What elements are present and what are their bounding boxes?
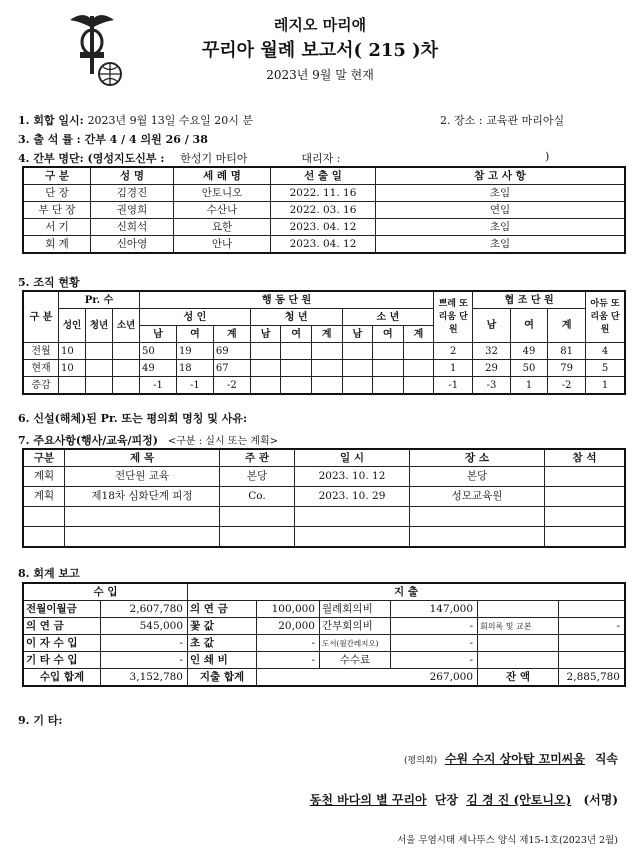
- attendance: [18, 131, 208, 147]
- sign-mark: (서명): [583, 793, 618, 807]
- officer-note: 초임: [376, 219, 626, 236]
- council-name: 수원 수지 상아탑 꼬미씨움: [444, 752, 585, 766]
- section-org-title: 5. 조직 현황: [18, 276, 80, 289]
- event-place: [410, 507, 545, 527]
- org-h-aux-m: 남: [473, 309, 511, 343]
- as-of-date: 2023년 9월 말 현재: [266, 68, 374, 82]
- income-label: 기 타 수 입: [23, 652, 101, 669]
- events-header-cell: 제 목: [65, 449, 220, 467]
- meeting-place-value: 교육관 마리아실: [486, 114, 565, 127]
- expense-value: 100,000: [257, 601, 320, 618]
- table-row: [23, 343, 625, 360]
- officer-name: 신희석: [91, 219, 174, 236]
- org-cell: 1: [434, 360, 473, 377]
- expense-label: 의 연 금: [188, 601, 257, 618]
- events-header-cell: 참 석: [545, 449, 626, 467]
- org-cell: [86, 360, 113, 377]
- org-cell: -1: [140, 377, 177, 395]
- org-cell: [281, 360, 312, 377]
- event-type: 계획: [23, 467, 65, 487]
- org-table: [22, 290, 626, 395]
- org-name: 레지오 마리애: [273, 16, 367, 34]
- event-host: [220, 527, 295, 547]
- signature-line: [310, 791, 618, 808]
- org-cell: [342, 377, 373, 395]
- expense-value: [559, 635, 626, 652]
- section-events-title: 7. 주요사항(행사/교육/피정): [18, 434, 159, 447]
- org-cell: 18: [176, 360, 213, 377]
- income-label: 의 연 금: [23, 618, 101, 635]
- org-cell: 67: [213, 360, 250, 377]
- total-expense-value: 267,000: [257, 669, 478, 687]
- officer-baptismal: 요한: [174, 219, 271, 236]
- event-host: [220, 507, 295, 527]
- section-events-note: <구분 : 실시 또는 계획>: [167, 436, 278, 447]
- org-cell: 81: [548, 343, 586, 360]
- balance-value: 2,885,780: [559, 669, 626, 687]
- form-note: 서울 무염시태 세나뚜스 양식 제15-1호(2023년 2월): [397, 835, 618, 846]
- table-row: [23, 652, 625, 669]
- event-type: [23, 527, 65, 547]
- income-header: 수 입: [23, 583, 188, 601]
- org-h-t: 계: [213, 326, 250, 343]
- balance-label: 잔 액: [478, 669, 559, 687]
- org-cell: [86, 377, 113, 395]
- event-title: [65, 527, 220, 547]
- event-date: 2023. 10. 12: [295, 467, 410, 487]
- income-value: -: [101, 652, 188, 669]
- org-h-active-boys: 소 년: [342, 309, 434, 326]
- expense-label: 간부회의비: [320, 618, 391, 635]
- org-cell: [86, 343, 113, 360]
- expense-value: [559, 601, 626, 618]
- officer-note: 연임: [376, 202, 626, 219]
- expense-label: 도서(월간레지오): [320, 635, 391, 652]
- expense-value: 20,000: [257, 618, 320, 635]
- income-label: 이 자 수 입: [23, 635, 101, 652]
- expense-header: 지 출: [188, 583, 626, 601]
- org-cell: [250, 377, 281, 395]
- event-title: 제18차 심화단계 피정: [65, 487, 220, 507]
- meeting-place-label: 2. 장소 :: [440, 114, 483, 127]
- org-h-pr: Pr. 수: [59, 291, 140, 309]
- attendance-value: 간부 4 / 4 의원 26 / 38: [84, 133, 208, 146]
- spiritual-director: 한성기 마티아: [180, 152, 248, 165]
- officer-elected: 2023. 04. 12: [271, 236, 376, 254]
- officers-label: 4. 간부 명단: (영성지도신부 :: [18, 152, 165, 165]
- org-h-aux-t: 계: [548, 309, 586, 343]
- org-cell: [403, 343, 434, 360]
- table-row: [23, 669, 625, 687]
- council-prefix: (평의회): [404, 756, 438, 766]
- officers-header-cell: 성 명: [91, 167, 174, 185]
- org-cell: 19: [176, 343, 213, 360]
- expense-label: 수수료: [320, 652, 391, 669]
- org-h-f: 여: [373, 326, 404, 343]
- org-cell: [403, 377, 434, 395]
- officer-note: 초임: [376, 236, 626, 254]
- org-cell: [373, 360, 404, 377]
- expense-value: 147,000: [391, 601, 478, 618]
- table-row: [23, 377, 625, 395]
- org-cell: 1: [510, 377, 548, 395]
- event-date: 2023. 10. 29: [295, 487, 410, 507]
- event-attend: [545, 527, 626, 547]
- org-h-aux: 협 조 단 원: [473, 291, 586, 309]
- expense-value: [559, 652, 626, 669]
- officer-note: 초임: [376, 185, 626, 202]
- expense-label: [478, 652, 559, 669]
- event-attend: [545, 507, 626, 527]
- council-suffix: 직속: [594, 752, 618, 766]
- event-place: 본당: [410, 467, 545, 487]
- table-row: [23, 360, 625, 377]
- expense-label: 회의록 및 교본: [478, 618, 559, 635]
- org-h-f: 여: [281, 326, 312, 343]
- officers-header-cell: 세 례 명: [174, 167, 271, 185]
- deputy-close: ): [545, 150, 550, 163]
- officer-role: 회 계: [23, 236, 91, 254]
- org-cell: [281, 377, 312, 395]
- org-cell: 1: [586, 377, 626, 395]
- attendance-label: 3. 출 석 률 :: [18, 133, 81, 146]
- events-table: [22, 448, 626, 548]
- officers-line: [18, 150, 340, 166]
- org-cell: -1: [434, 377, 473, 395]
- income-label: 전월이월금: [23, 601, 101, 618]
- deputy-label: 대리자 :: [301, 152, 341, 165]
- org-cell: 79: [548, 360, 586, 377]
- events-header-cell: 장 소: [410, 449, 545, 467]
- table-row: [23, 507, 625, 527]
- table-row: [23, 185, 625, 202]
- org-h-active: 행 동 단 원: [140, 291, 434, 309]
- event-title: 전단원 교육: [65, 467, 220, 487]
- org-cell: [342, 343, 373, 360]
- org-cell: 29: [473, 360, 511, 377]
- sign-name: 김 경 진 (안토니오): [466, 793, 572, 807]
- table-row: [23, 527, 625, 547]
- org-h-m: 남: [140, 326, 177, 343]
- event-attend: [545, 467, 626, 487]
- expense-value: -: [391, 652, 478, 669]
- expense-value: -: [559, 618, 626, 635]
- officers-header-cell: 선 출 일: [271, 167, 376, 185]
- org-h-aux-f: 여: [510, 309, 548, 343]
- org-cell: [342, 360, 373, 377]
- total-income-value: 3,152,780: [101, 669, 188, 687]
- org-cell: [311, 343, 342, 360]
- expense-value: -: [257, 635, 320, 652]
- org-cell: 10: [59, 360, 86, 377]
- org-cell: -1: [176, 377, 213, 395]
- org-cell: 2: [434, 343, 473, 360]
- events-header-cell: 주 관: [220, 449, 295, 467]
- officers-table: [22, 166, 626, 254]
- curia-name: 동천 바다의 별 꾸리아: [309, 793, 427, 807]
- officer-elected: 2022. 11. 16: [271, 185, 376, 202]
- event-type: [23, 507, 65, 527]
- officer-name: 김경진: [91, 185, 174, 202]
- event-date: [295, 507, 410, 527]
- org-h-m: 남: [250, 326, 281, 343]
- org-cell: 50: [140, 343, 177, 360]
- officers-header-cell: 참 고 사 항: [376, 167, 626, 185]
- section-new-pr: 6. 신설(해체)된 Pr. 또는 평의회 명칭 및 사유:: [18, 412, 248, 425]
- total-expense-label: 지출 합계: [188, 669, 257, 687]
- event-date: [295, 527, 410, 547]
- org-cell: 50: [510, 360, 548, 377]
- income-value: -: [101, 635, 188, 652]
- expense-label: 꽃 값: [188, 618, 257, 635]
- org-cell: [250, 343, 281, 360]
- org-cell: [311, 360, 342, 377]
- org-row-label: 현재: [23, 360, 59, 377]
- org-cell: [250, 360, 281, 377]
- expense-label: 인 쇄 비: [188, 652, 257, 669]
- org-cell: [113, 360, 140, 377]
- org-cell: 49: [140, 360, 177, 377]
- officer-name: 신아영: [91, 236, 174, 254]
- org-cell: -2: [548, 377, 586, 395]
- table-row: [23, 601, 625, 618]
- org-cell: 4: [586, 343, 626, 360]
- event-type: 계획: [23, 487, 65, 507]
- org-h-t: 계: [311, 326, 342, 343]
- org-cell: 10: [59, 343, 86, 360]
- report-title: 꾸리아 월례 보고서( 215 )차: [201, 40, 439, 61]
- table-row: [23, 487, 625, 507]
- org-cell: -2: [213, 377, 250, 395]
- expense-value: -: [257, 652, 320, 669]
- sign-role: 단장: [434, 793, 459, 807]
- table-row: [23, 202, 625, 219]
- org-cell: [373, 377, 404, 395]
- org-cell: [373, 343, 404, 360]
- event-host: 본당: [220, 467, 295, 487]
- org-cell: [403, 360, 434, 377]
- org-h-t: 계: [403, 326, 434, 343]
- org-h-pr-adult: 성인: [59, 309, 86, 343]
- org-cell: [113, 343, 140, 360]
- expense-value: -: [391, 635, 478, 652]
- officers-header-cell: 구 분: [23, 167, 91, 185]
- table-row: [23, 618, 625, 635]
- event-attend: [545, 487, 626, 507]
- org-row-label: 증감: [23, 377, 59, 395]
- table-row: [23, 219, 625, 236]
- org-cell: [113, 377, 140, 395]
- officer-name: 권영희: [91, 202, 174, 219]
- org-h-active-adult: 성 인: [140, 309, 251, 326]
- expense-label: 월례회의비: [320, 601, 391, 618]
- org-h-pr-youth: 청년: [86, 309, 113, 343]
- council-line: [404, 750, 618, 767]
- org-h-adju: 아듀 또리움 단원: [586, 291, 626, 343]
- officer-baptismal: 수산나: [174, 202, 271, 219]
- org-row-label: 전월: [23, 343, 59, 360]
- accounts-table: [22, 582, 626, 687]
- table-row: [23, 635, 625, 652]
- org-cell: 69: [213, 343, 250, 360]
- meeting-datetime-value: 2023년 9월 13일 수요일 20시 분: [87, 114, 254, 127]
- meeting-datetime: [18, 112, 253, 128]
- org-cell: [281, 343, 312, 360]
- officer-baptismal: 안토니오: [174, 185, 271, 202]
- event-title: [65, 507, 220, 527]
- section-accounts: 8. 회계 보고: [18, 567, 80, 580]
- expense-label: [478, 601, 559, 618]
- org-cell: [59, 377, 86, 395]
- officer-role: 서 기: [23, 219, 91, 236]
- org-h-pr-boys: 소년: [113, 309, 140, 343]
- table-row: [23, 467, 625, 487]
- expense-label: 초 값: [188, 635, 257, 652]
- org-cell: 49: [510, 343, 548, 360]
- org-h-ppre: 쁘레 또리움 단원: [434, 291, 473, 343]
- events-header-cell: 일 시: [295, 449, 410, 467]
- meeting-datetime-label: 1. 회합 일시:: [18, 114, 84, 127]
- income-value: 545,000: [101, 618, 188, 635]
- org-h-category: 구 분: [23, 291, 59, 343]
- org-cell: -3: [473, 377, 511, 395]
- event-place: [410, 527, 545, 547]
- officer-elected: 2023. 04. 12: [271, 219, 376, 236]
- section-other: 9. 기 타:: [18, 714, 63, 727]
- org-h-f: 여: [176, 326, 213, 343]
- org-h-m: 남: [342, 326, 373, 343]
- officer-role: 부 단 장: [23, 202, 91, 219]
- officer-elected: 2022. 03. 16: [271, 202, 376, 219]
- income-value: 2,607,780: [101, 601, 188, 618]
- org-cell: 5: [586, 360, 626, 377]
- total-income-label: 수입 합계: [23, 669, 101, 687]
- section-events: [18, 432, 278, 448]
- officer-role: 단 장: [23, 185, 91, 202]
- events-header-cell: 구분: [23, 449, 65, 467]
- org-cell: [311, 377, 342, 395]
- event-host: Co.: [220, 487, 295, 507]
- event-place: 성모교육원: [410, 487, 545, 507]
- expense-value: -: [391, 618, 478, 635]
- org-cell: 32: [473, 343, 511, 360]
- officer-baptismal: 안나: [174, 236, 271, 254]
- meeting-place: [440, 112, 564, 128]
- table-row: [23, 236, 625, 254]
- expense-label: [478, 635, 559, 652]
- org-h-active-youth: 청 년: [250, 309, 342, 326]
